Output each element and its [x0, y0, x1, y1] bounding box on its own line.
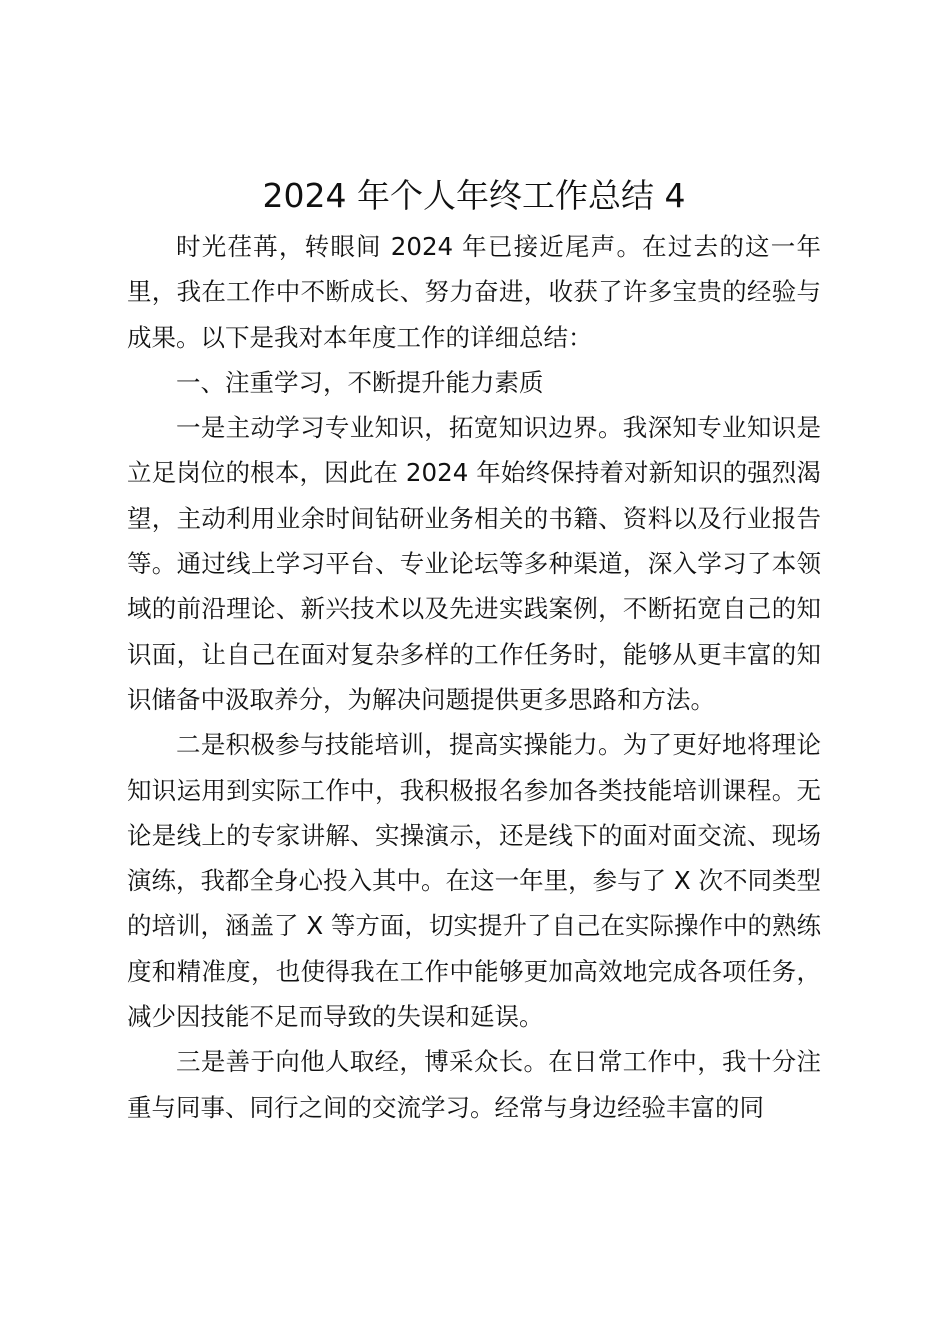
- paragraph-skill-training: 二是积极参与技能培训，提高实操能力。为了更好地将理论知识运用到实际工作中，我积极报名参加各类技能培训课程。无论是线上的专家讲解、实操演示，还是线下的面对面交流、现场演练，我都全身心投入其中。在这一年里，参与了 X 次不同类型的培训，涵盖了 X 等方面，切实提升了自己在实际操作中的熟练度和精准度，也使得我在工作中能够更加高效地完成各项任务，减少因技能不足而导致的失误和延误。: [127, 730, 821, 1032]
- paragraph-learn-from-others: 三是善于向他人取经，博采众长。在日常工作中，我十分注重与同事、同行之间的交流学习。经常与身边经验丰富的同: [127, 1047, 821, 1122]
- document-body: [127, 172, 821, 1130]
- section-heading-1: 一、注重学习，不断提升能力素质: [176, 367, 544, 397]
- paragraph-study-knowledge: 一是主动学习专业知识，拓宽知识边界。我深知专业知识是立足岗位的根本，因此在 2024 年始终保持着对新知识的强烈渴望，主动利用业余时间钻研业务相关的书籍、资料以及行业报告等。通过线上学习平台、专业论坛等多种渠道，深入学习了本领域的前沿理论、新兴技术以及先进实践案例，不断拓宽自己的知识面，让自己在面对复杂多样的工作任务时，能够从更丰富的知识储备中汲取养分，为解决问题提供更多思路和方法。: [127, 413, 821, 714]
- paragraph-intro: 时光荏苒，转眼间 2024 年已接近尾声。在过去的这一年里，我在工作中不断成长、努力奋进，收获了许多宝贵的经验与成果。以下是我对本年度工作的详细总结：: [127, 232, 821, 352]
- document-title: 2024 年个人年终工作总结 4: [262, 176, 686, 215]
